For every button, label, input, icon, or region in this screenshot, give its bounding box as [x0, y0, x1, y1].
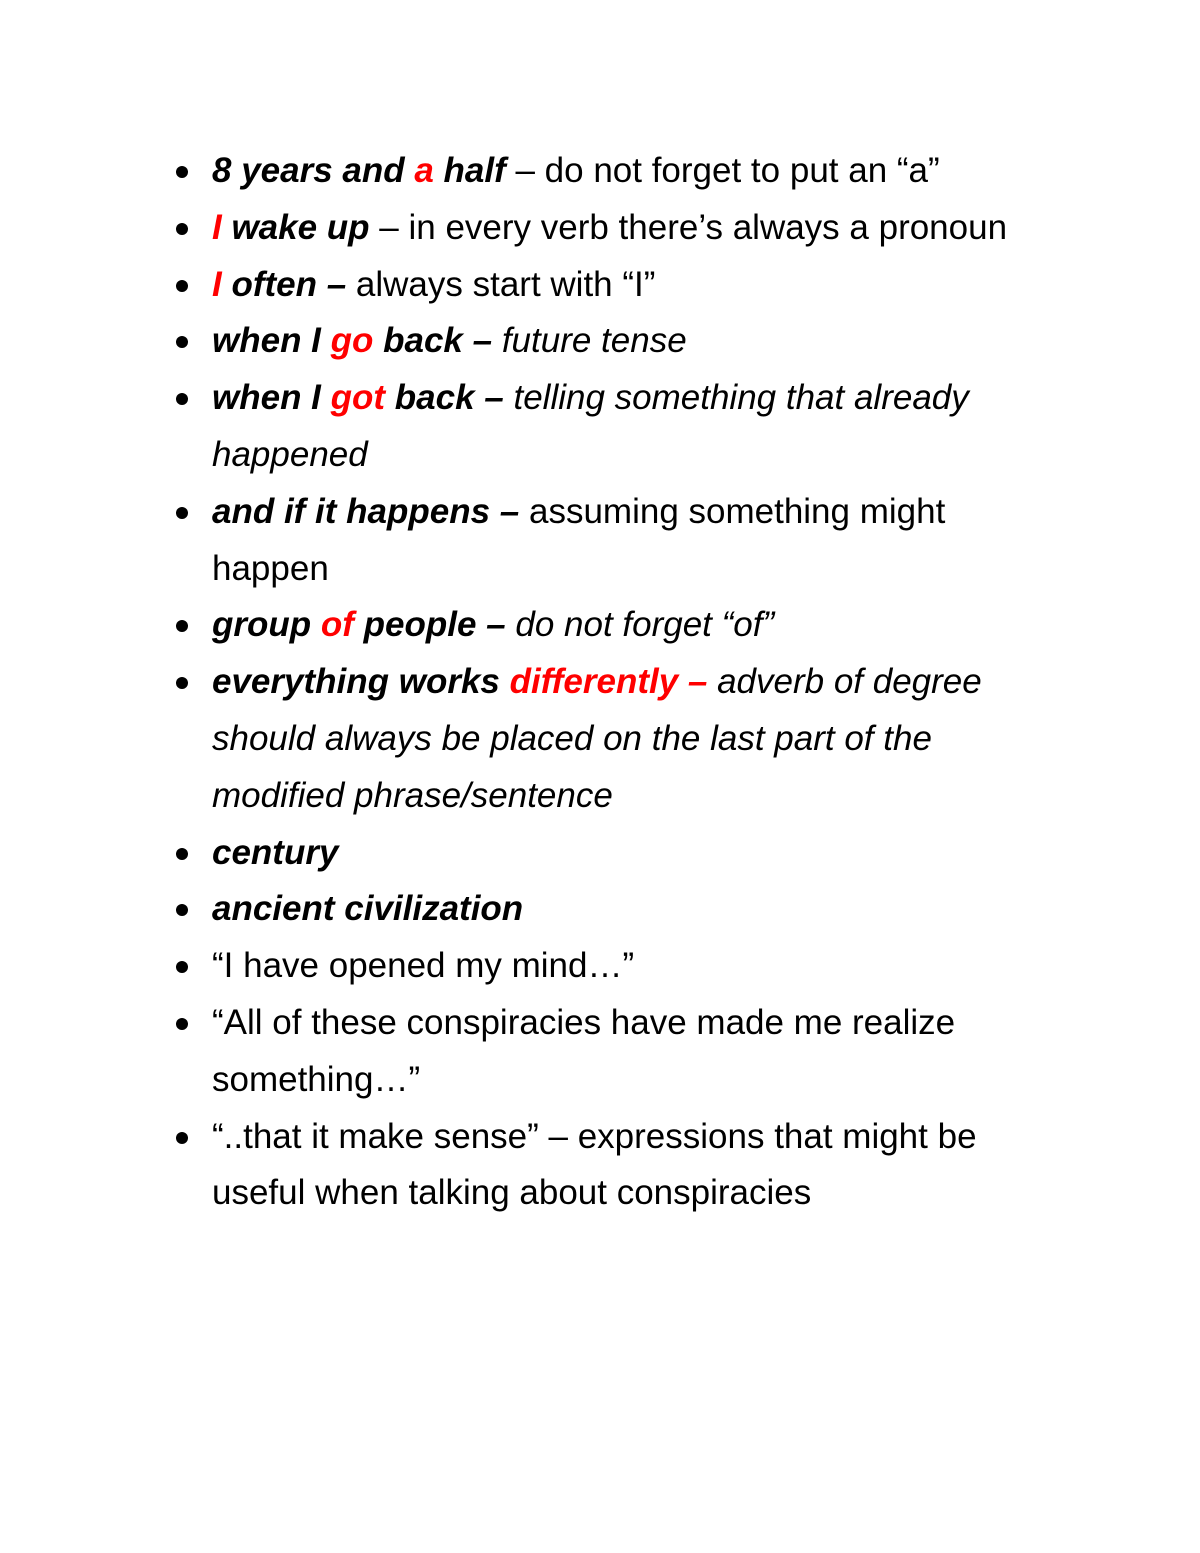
- bullet-icon: [176, 848, 188, 860]
- note-item: [172, 484, 1062, 598]
- note-segment: got: [330, 378, 386, 418]
- bullet-icon: [176, 166, 188, 178]
- note-segment: wake up: [221, 207, 370, 247]
- note-segment: back –: [373, 321, 493, 361]
- note-segment: century: [212, 832, 339, 872]
- bullet-icon: [176, 961, 188, 973]
- note-segment: – in every verb there’s always a pronoun: [369, 207, 1008, 247]
- note-segment: adverb of degree should always be placed on the last part of the modified phrase/sentence: [212, 662, 982, 815]
- note-segment: when I: [212, 321, 331, 361]
- note-segment: back –: [385, 378, 504, 418]
- note-segment: ancient civilization: [212, 889, 524, 929]
- note-text: [212, 151, 940, 190]
- note-segment: I: [212, 264, 222, 304]
- note-item: [172, 200, 1062, 257]
- note-text: [212, 889, 523, 928]
- note-segment: and if it happens –: [212, 491, 520, 531]
- bullet-icon: [176, 336, 188, 348]
- note-text: [212, 946, 634, 985]
- note-text: [212, 492, 945, 588]
- note-segment: – do not forget to put an “a”: [505, 151, 940, 190]
- note-item: [172, 995, 1062, 1109]
- note-text: [212, 265, 655, 304]
- note-text: [212, 208, 1007, 247]
- note-segment: group: [212, 605, 321, 645]
- note-item: [172, 825, 1062, 882]
- bullet-icon: [176, 280, 188, 292]
- note-item: [172, 881, 1062, 938]
- bullet-icon: [176, 507, 188, 519]
- note-text: [212, 1003, 955, 1099]
- note-text: [212, 1117, 977, 1213]
- note-segment: differently –: [509, 662, 708, 702]
- note-item: [172, 143, 1062, 200]
- note-segment: go: [330, 321, 374, 361]
- note-segment: often –: [221, 264, 347, 304]
- note-item: [172, 370, 1062, 484]
- note-item: [172, 597, 1062, 654]
- note-segment: “..that it make sense” – expressions that might be useful when talking about conspiracies: [212, 1116, 977, 1213]
- note-segment: telling something that already happened: [212, 378, 969, 474]
- note-segment: assuming something might happen: [212, 491, 946, 588]
- note-item: [172, 1109, 1062, 1223]
- note-segment: “All of these conspiracies have made me realize something…”: [212, 1002, 956, 1099]
- note-text: [212, 833, 338, 872]
- note-segment: future tense: [492, 321, 687, 361]
- bullet-icon: [176, 1018, 188, 1030]
- bullet-icon: [176, 1132, 188, 1144]
- note-text: [212, 662, 982, 815]
- bullet-icon: [176, 904, 188, 916]
- note-segment: a: [414, 151, 434, 190]
- note-segment: “I have opened my mind…”: [212, 946, 635, 986]
- note-segment: people –: [353, 605, 506, 645]
- bullet-icon: [176, 677, 188, 689]
- note-segment: half: [433, 151, 506, 190]
- note-segment: I: [212, 207, 222, 247]
- bullet-icon: [176, 223, 188, 235]
- note-text: [212, 605, 774, 644]
- note-text: [212, 321, 687, 360]
- note-segment: everything works: [212, 662, 510, 702]
- note-segment: always start with “I”: [346, 264, 656, 304]
- note-item: [172, 938, 1062, 995]
- bullet-icon: [176, 620, 188, 632]
- bullet-icon: [176, 393, 188, 405]
- note-segment: of: [320, 605, 354, 645]
- notes-list: [172, 143, 1062, 1222]
- note-item: [172, 313, 1062, 370]
- note-item: [172, 257, 1062, 314]
- note-segment: 8 years and: [212, 151, 415, 190]
- note-segment: when I: [212, 378, 331, 418]
- note-segment: do not forget “of”: [505, 605, 775, 645]
- note-text: [212, 378, 969, 474]
- note-item: [172, 654, 1062, 824]
